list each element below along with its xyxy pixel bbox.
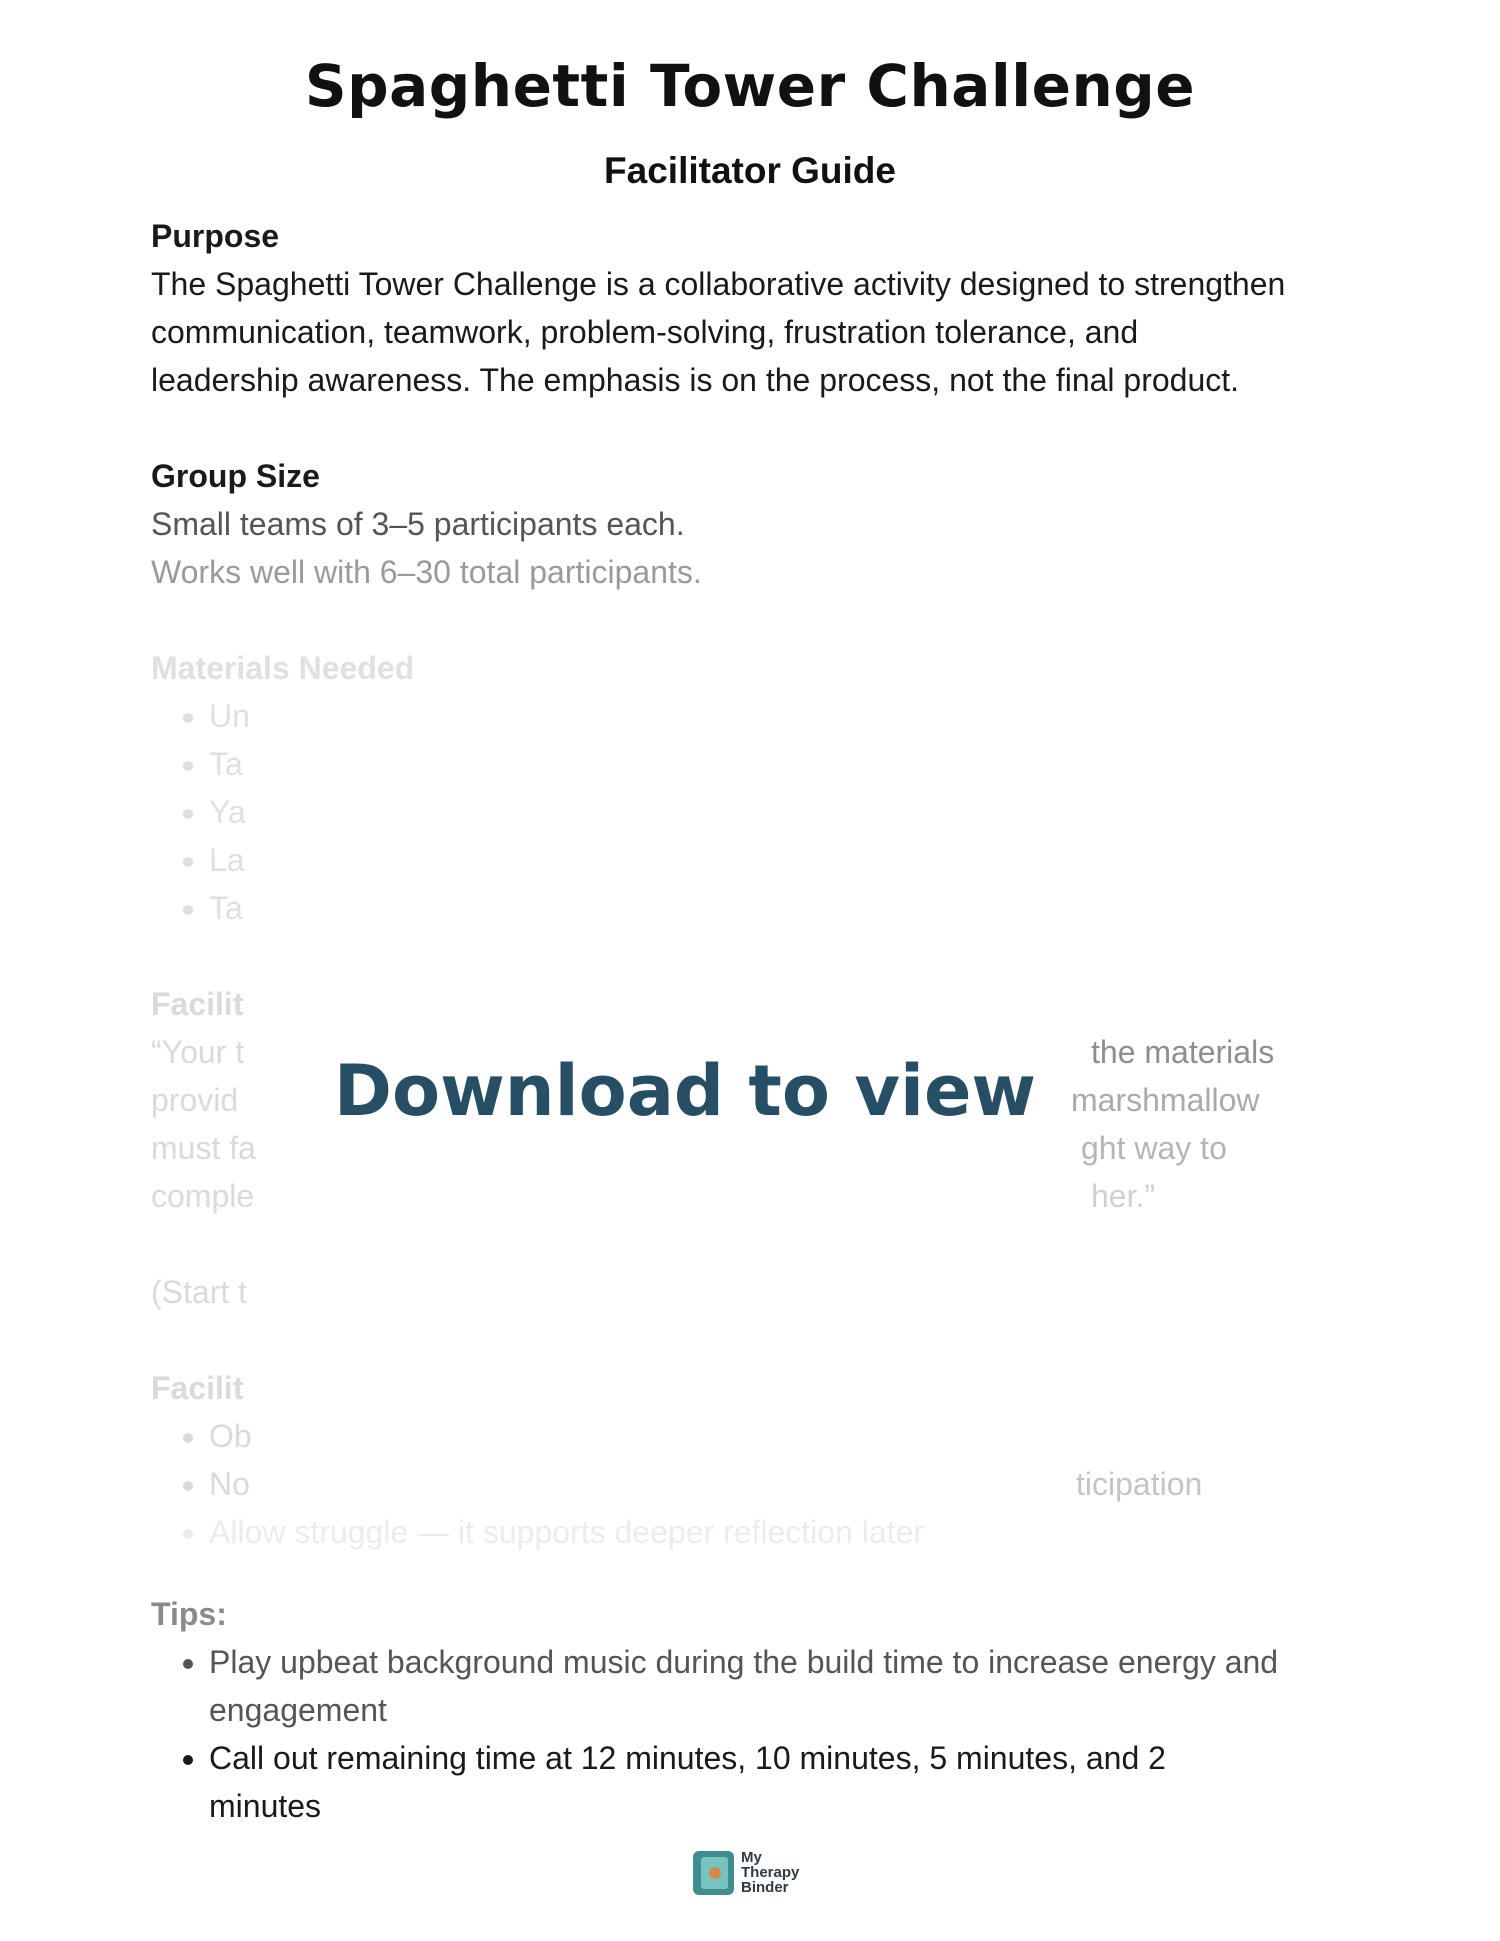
list-item: • Un xyxy=(209,692,1371,740)
script-right-fragment: her.” xyxy=(1091,1178,1156,1214)
facilitator-notes-heading: Facilit xyxy=(151,1370,244,1406)
download-to-view-overlay[interactable]: Download to view xyxy=(333,1050,1037,1132)
script-line: provid xyxy=(151,1082,239,1118)
document-title: Spaghetti Tower Challenge xyxy=(304,52,1196,120)
group-size-line: Small teams of 3–5 participants each. xyxy=(151,506,685,542)
script-right-fragment: the materials xyxy=(1091,1034,1275,1070)
purpose-line: communication, teamwork, problem-solving, frustration tolerance, and xyxy=(151,314,1139,350)
purpose-line: The Spaghetti Tower Challenge is a collaborative activity designed to strengthen xyxy=(151,266,1286,302)
tips-heading: Tips: xyxy=(151,1596,227,1632)
brand-logo xyxy=(693,1850,799,1895)
list-item: • Allow struggle — it supports deeper reflection later xyxy=(209,1508,1371,1556)
logo-line: My xyxy=(741,1849,762,1866)
script-right-fragment: marshmallow xyxy=(1071,1082,1260,1118)
group-size-heading: Group Size xyxy=(151,458,320,494)
logo-text xyxy=(741,1850,799,1895)
notes-right-fragment: ticipation xyxy=(1076,1466,1203,1502)
list-item: • Ta xyxy=(209,884,1371,932)
tip-line: Call out remaining time at 12 minutes, 10 minutes, 5 minutes, and 2 xyxy=(209,1740,1166,1776)
document-body xyxy=(151,212,1371,1556)
tip-line: engagement xyxy=(209,1692,387,1728)
tips-list xyxy=(151,1638,1371,1830)
script-line: must fa xyxy=(151,1130,256,1166)
binder-icon xyxy=(693,1851,734,1895)
purpose-line: leadership awareness. The emphasis is on the process, not the final product. xyxy=(151,362,1240,398)
tip-line: minutes xyxy=(209,1788,322,1824)
purpose-heading: Purpose xyxy=(151,218,280,254)
tips-section xyxy=(151,1590,1371,1830)
script-right-fragment: ght way to xyxy=(1081,1130,1227,1166)
list-item xyxy=(209,1734,1371,1830)
logo-line: Binder xyxy=(741,1879,789,1896)
group-size-line: Works well with 6–30 total participants. xyxy=(151,554,702,590)
script-line: comple xyxy=(151,1178,255,1214)
materials-list xyxy=(151,692,1371,932)
materials-heading: Materials Needed xyxy=(151,650,415,686)
list-item: • Ob xyxy=(209,1412,1371,1460)
document-subtitle: Facilitator Guide xyxy=(604,150,896,191)
list-item: • No xyxy=(209,1460,1371,1508)
list-item xyxy=(209,1638,1371,1734)
script-note: (Start t xyxy=(151,1274,248,1310)
tip-line: Play upbeat background music during the build time to increase energy and xyxy=(209,1644,1279,1680)
facilitator-script-heading: Facilit xyxy=(151,986,244,1022)
list-item: • Ya xyxy=(209,788,1371,836)
list-item: • La xyxy=(209,836,1371,884)
script-line: “Your t xyxy=(151,1034,245,1070)
logo-line: Therapy xyxy=(741,1864,800,1881)
list-item: • Ta xyxy=(209,740,1371,788)
